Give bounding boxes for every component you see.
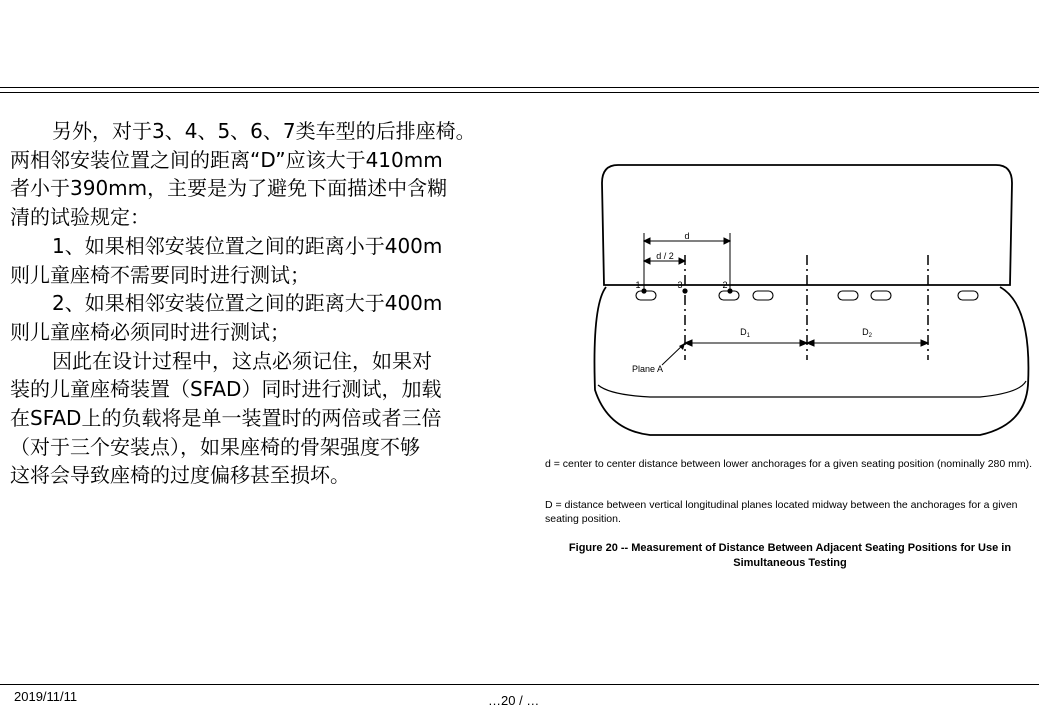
text-line: 则儿童座椅不需要同时进行测试； — [10, 262, 310, 287]
page-number: …20 / … — [488, 693, 540, 708]
text-line: 另外，对于3、4、5、6、7类车型的后排座椅。 — [52, 119, 476, 143]
footer-date: 2019/11/11 — [14, 689, 78, 704]
seat-back-outline — [602, 165, 1012, 285]
text-line: （对于三个安装点），如果座椅的骨架强度不够 — [10, 434, 420, 459]
text-line: 装的儿童座椅装置（SFAD）同时进行测试，加载 — [10, 377, 442, 402]
text-line: 两相邻安装位置之间的距离“D”应该大于410mm — [10, 147, 443, 172]
body-text — [10, 117, 518, 497]
anchorage-slot — [958, 291, 978, 300]
figure-caption: Figure 20 -- Measurement of Distance Between Adjacent Seating Positions for Use in Simultaneous Testing — [568, 542, 1012, 569]
seat-cushion-outline — [594, 287, 1028, 435]
text-line: 在SFAD上的负载将是单一装置时的两倍或者三倍 — [10, 406, 442, 431]
seat-cushion-ridge — [598, 381, 1026, 397]
text-line: 因此在设计过程中，这点必须记住，如果对 — [52, 348, 432, 373]
anchorage-slot — [838, 291, 858, 300]
anchorage-point — [641, 288, 646, 293]
header-rule-top — [0, 87, 1039, 88]
legend-D-definition: D = distance between vertical longitudinal planes located midway between the anchorages for a given seating position. — [545, 499, 1018, 525]
anchorage-point — [682, 288, 687, 293]
header-rule-bottom — [0, 92, 1039, 93]
text-line: 1、如果相邻安装位置之间的距离小于400m — [52, 233, 443, 258]
plane-lines — [685, 255, 928, 360]
label-d: d — [684, 231, 690, 241]
label-point-1: 1 — [635, 280, 641, 290]
dimension-d — [644, 233, 730, 293]
label-plane-a: Plane A — [632, 364, 664, 374]
seat-diagram — [540, 155, 1035, 455]
label-point-3: 3 — [677, 280, 683, 290]
label-D2: $D_2$ — [862, 327, 872, 339]
text-line: 这将会导致座椅的过度偏移甚至损坏。 — [10, 463, 350, 488]
text-line: 2、如果相邻安装位置之间的距离大于400m — [52, 291, 443, 316]
label-D1: $D_1$ — [740, 327, 750, 339]
text-line: 清的试验规定： — [10, 205, 150, 230]
label-d-half: d / 2 — [656, 251, 674, 261]
text-line: 者小于390mm，主要是为了避免下面描述中含糊 — [10, 176, 448, 201]
anchorage-slot — [753, 291, 773, 300]
anchorage-slot — [871, 291, 891, 300]
legend-d-definition: d = center to center distance between lower anchorages for a given seating position (nominally 280 mm). — [545, 458, 1033, 470]
text-line: 则儿童座椅必须同时进行测试； — [10, 319, 290, 344]
footer-rule — [0, 684, 1039, 685]
anchorage-point — [727, 288, 732, 293]
label-point-2: 2 — [722, 280, 728, 290]
